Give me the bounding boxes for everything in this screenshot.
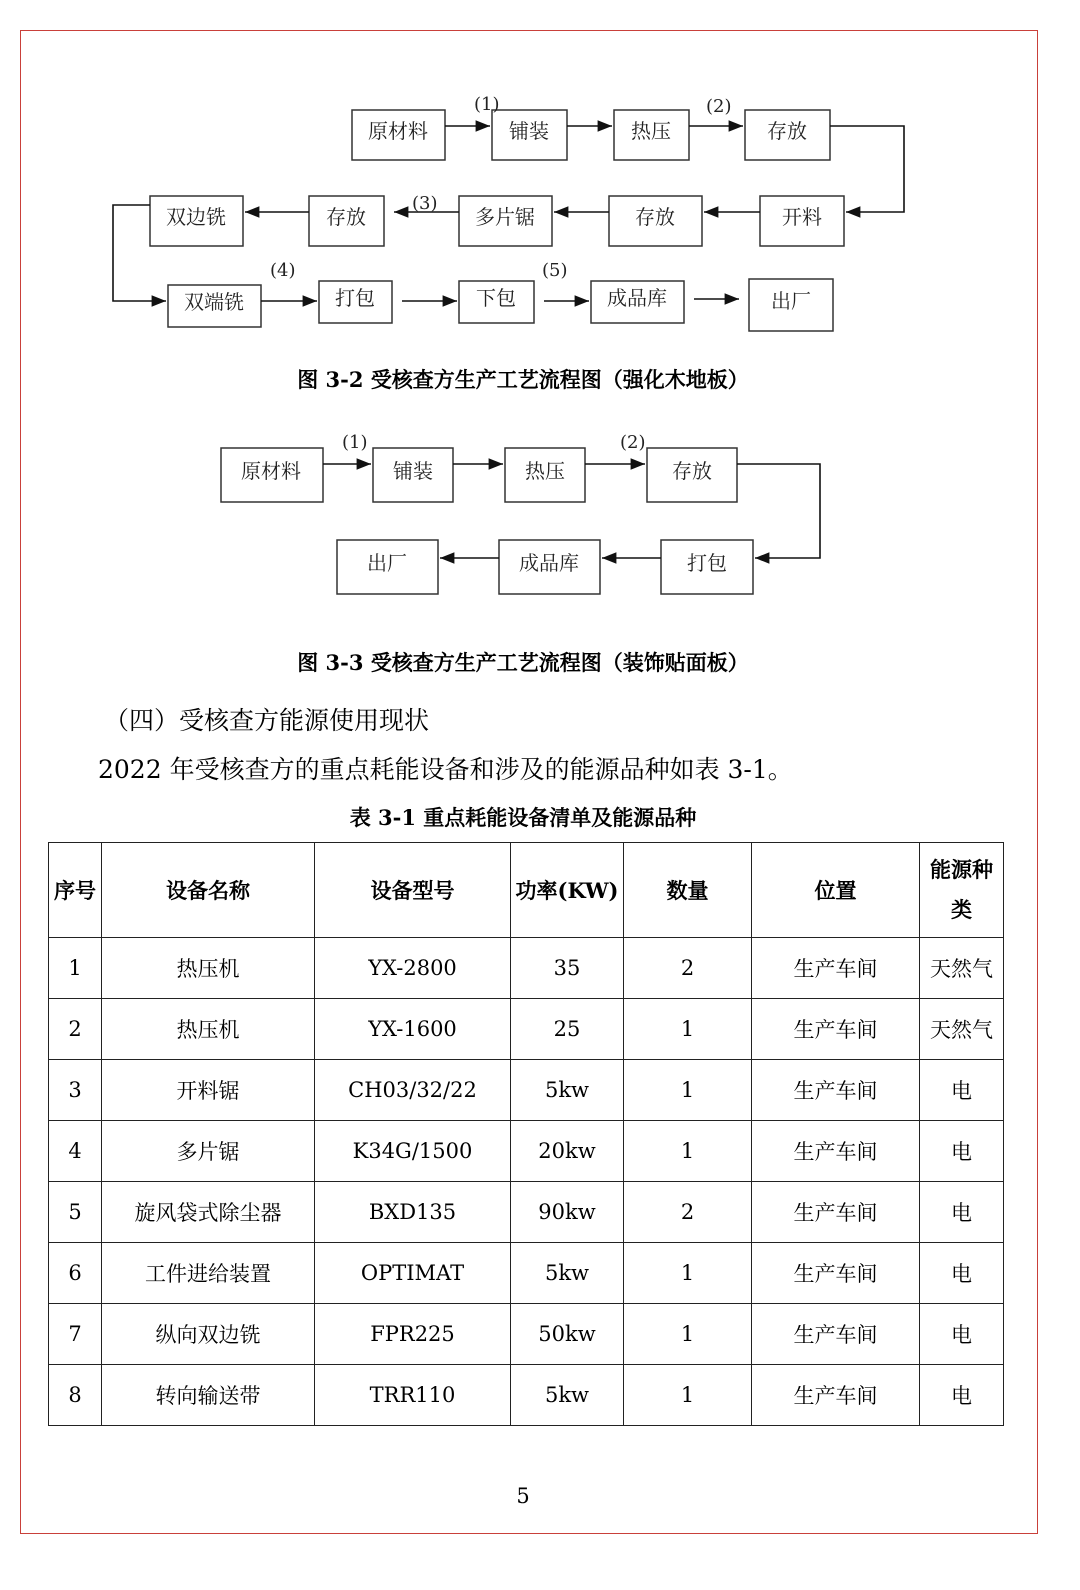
cell-equipment-name: 转向输送带 bbox=[102, 1365, 315, 1426]
cell-index: 2 bbox=[49, 999, 102, 1060]
cell-power: 5kw bbox=[511, 1060, 624, 1121]
cell-equipment-name: 工件进给装置 bbox=[102, 1243, 315, 1304]
cell-energy-type: 天然气 bbox=[920, 999, 1004, 1060]
cell-model: OPTIMAT bbox=[315, 1243, 511, 1304]
cell-equipment-name: 多片锯 bbox=[102, 1121, 315, 1182]
cell-equipment-name: 热压机 bbox=[102, 938, 315, 999]
svg-text:多片锯: 多片锯 bbox=[475, 205, 535, 229]
table-row bbox=[49, 1243, 1004, 1304]
cell-location: 生产车间 bbox=[752, 1304, 920, 1365]
cell-index: 6 bbox=[49, 1243, 102, 1304]
table-row bbox=[49, 999, 1004, 1060]
table-row bbox=[49, 1182, 1004, 1243]
cell-model: TRR110 bbox=[315, 1365, 511, 1426]
node-open-cut bbox=[760, 196, 844, 246]
cell-quantity: 2 bbox=[624, 1182, 752, 1243]
svg-text:打包: 打包 bbox=[335, 286, 375, 310]
svg-text:双边铣: 双边铣 bbox=[166, 205, 226, 229]
svg-text:铺装: 铺装 bbox=[393, 459, 433, 483]
cell-energy-type: 电 bbox=[920, 1121, 1004, 1182]
cell-quantity: 1 bbox=[624, 1121, 752, 1182]
table-row bbox=[49, 938, 1004, 999]
cell-model: K34G/1500 bbox=[315, 1121, 511, 1182]
flowchart-decorative-panel bbox=[0, 425, 1080, 605]
step-label-5: (5) bbox=[542, 260, 568, 281]
cell-power: 50kw bbox=[511, 1304, 624, 1365]
cell-location: 生产车间 bbox=[752, 999, 920, 1060]
svg-text:原材料: 原材料 bbox=[368, 119, 428, 143]
cell-quantity: 1 bbox=[624, 1243, 752, 1304]
cell-energy-type: 电 bbox=[920, 1182, 1004, 1243]
cell-index: 5 bbox=[49, 1182, 102, 1243]
cell-index: 1 bbox=[49, 938, 102, 999]
node-raw-material bbox=[352, 110, 445, 160]
node-double-end-mill bbox=[168, 285, 261, 327]
cell-quantity: 1 bbox=[624, 1304, 752, 1365]
node-laying bbox=[373, 448, 453, 502]
table-row bbox=[49, 1060, 1004, 1121]
cell-location: 生产车间 bbox=[752, 1365, 920, 1426]
table-row bbox=[49, 1304, 1004, 1365]
step-label-4: (4) bbox=[270, 260, 296, 281]
header-model: 设备型号 bbox=[315, 843, 511, 938]
cell-index: 7 bbox=[49, 1304, 102, 1365]
node-double-edge-mill bbox=[150, 196, 243, 246]
node-unpack bbox=[459, 281, 534, 323]
node-warehouse bbox=[499, 540, 600, 594]
cell-model: BXD135 bbox=[315, 1182, 511, 1243]
cell-quantity: 1 bbox=[624, 999, 752, 1060]
node-raw-material bbox=[221, 448, 323, 502]
cell-power: 5kw bbox=[511, 1243, 624, 1304]
svg-text:原材料: 原材料 bbox=[241, 459, 301, 483]
header-power: 功率(KW) bbox=[511, 843, 624, 938]
svg-text:成品库: 成品库 bbox=[607, 286, 667, 310]
cell-energy-type: 电 bbox=[920, 1243, 1004, 1304]
table-header-row bbox=[49, 843, 1004, 938]
header-energy-type: 能源种类 bbox=[920, 843, 1004, 938]
step-label-2: (2) bbox=[620, 432, 646, 453]
header-equipment-name: 设备名称 bbox=[102, 843, 315, 938]
section-heading: （四）受核查方能源使用现状 bbox=[104, 706, 430, 735]
cell-equipment-name: 开料锯 bbox=[102, 1060, 315, 1121]
cell-power: 5kw bbox=[511, 1365, 624, 1426]
step-label-3: (3) bbox=[412, 193, 438, 214]
cell-energy-type: 天然气 bbox=[920, 938, 1004, 999]
svg-text:热压: 热压 bbox=[631, 119, 671, 143]
header-index: 序号 bbox=[49, 843, 102, 938]
cell-energy-type: 电 bbox=[920, 1365, 1004, 1426]
node-storage-2 bbox=[609, 196, 702, 246]
cell-index: 4 bbox=[49, 1121, 102, 1182]
cell-model: CH03/32/22 bbox=[315, 1060, 511, 1121]
node-hot-press bbox=[614, 110, 689, 160]
flowchart-laminate-flooring bbox=[0, 90, 1080, 350]
table-caption: 表 3-1 重点耗能设备清单及能源品种 bbox=[349, 805, 697, 830]
node-storage-3 bbox=[309, 196, 384, 246]
node-exit bbox=[749, 279, 833, 331]
cell-power: 90kw bbox=[511, 1182, 624, 1243]
svg-text:出厂: 出厂 bbox=[367, 551, 407, 575]
svg-text:存放: 存放 bbox=[672, 459, 712, 483]
cell-location: 生产车间 bbox=[752, 1243, 920, 1304]
cell-location: 生产车间 bbox=[752, 938, 920, 999]
header-location: 位置 bbox=[752, 843, 920, 938]
page-number: 5 bbox=[516, 1484, 530, 1508]
svg-text:出厂: 出厂 bbox=[771, 289, 811, 313]
figure-caption-3-2: 图 3-2 受核查方生产工艺流程图（强化木地板） bbox=[297, 367, 749, 392]
cell-model: FPR225 bbox=[315, 1304, 511, 1365]
node-laying bbox=[492, 110, 567, 160]
svg-text:双端铣: 双端铣 bbox=[184, 290, 244, 314]
cell-energy-type: 电 bbox=[920, 1304, 1004, 1365]
cell-quantity: 1 bbox=[624, 1060, 752, 1121]
cell-quantity: 2 bbox=[624, 938, 752, 999]
cell-location: 生产车间 bbox=[752, 1121, 920, 1182]
svg-text:铺装: 铺装 bbox=[509, 119, 549, 143]
step-label-2: (2) bbox=[706, 96, 732, 117]
cell-power: 35 bbox=[511, 938, 624, 999]
header-quantity: 数量 bbox=[624, 843, 752, 938]
svg-text:存放: 存放 bbox=[635, 205, 675, 229]
node-warehouse bbox=[591, 281, 684, 323]
cell-model: YX-1600 bbox=[315, 999, 511, 1060]
cell-equipment-name: 纵向双边铣 bbox=[102, 1304, 315, 1365]
table-row bbox=[49, 1365, 1004, 1426]
cell-energy-type: 电 bbox=[920, 1060, 1004, 1121]
cell-equipment-name: 热压机 bbox=[102, 999, 315, 1060]
node-hot-press bbox=[505, 448, 585, 502]
cell-equipment-name: 旋风袋式除尘器 bbox=[102, 1182, 315, 1243]
svg-text:成品库: 成品库 bbox=[519, 551, 579, 575]
svg-text:打包: 打包 bbox=[687, 551, 727, 575]
svg-text:开料: 开料 bbox=[782, 205, 822, 229]
table-row bbox=[49, 1121, 1004, 1182]
node-pack bbox=[319, 281, 392, 323]
figure-caption-3-3: 图 3-3 受核查方生产工艺流程图（装饰贴面板） bbox=[297, 650, 749, 675]
node-storage-1 bbox=[745, 110, 830, 160]
node-storage bbox=[647, 448, 737, 502]
intro-paragraph: 2022 年受核查方的重点耗能设备和涉及的能源品种如表 3-1。 bbox=[98, 755, 793, 784]
svg-text:热压: 热压 bbox=[525, 459, 565, 483]
cell-location: 生产车间 bbox=[752, 1182, 920, 1243]
step-label-1: (1) bbox=[342, 432, 368, 453]
cell-model: YX-2800 bbox=[315, 938, 511, 999]
node-pack bbox=[661, 540, 753, 594]
svg-text:存放: 存放 bbox=[767, 119, 807, 143]
cell-index: 3 bbox=[49, 1060, 102, 1121]
node-exit bbox=[337, 540, 438, 594]
node-multi-saw bbox=[459, 196, 552, 246]
cell-quantity: 1 bbox=[624, 1365, 752, 1426]
equipment-table bbox=[48, 842, 1004, 1426]
step-label-1: (1) bbox=[474, 94, 500, 115]
cell-power: 25 bbox=[511, 999, 624, 1060]
cell-index: 8 bbox=[49, 1365, 102, 1426]
svg-text:下包: 下包 bbox=[476, 286, 516, 310]
svg-text:存放: 存放 bbox=[326, 205, 366, 229]
cell-power: 20kw bbox=[511, 1121, 624, 1182]
cell-location: 生产车间 bbox=[752, 1060, 920, 1121]
